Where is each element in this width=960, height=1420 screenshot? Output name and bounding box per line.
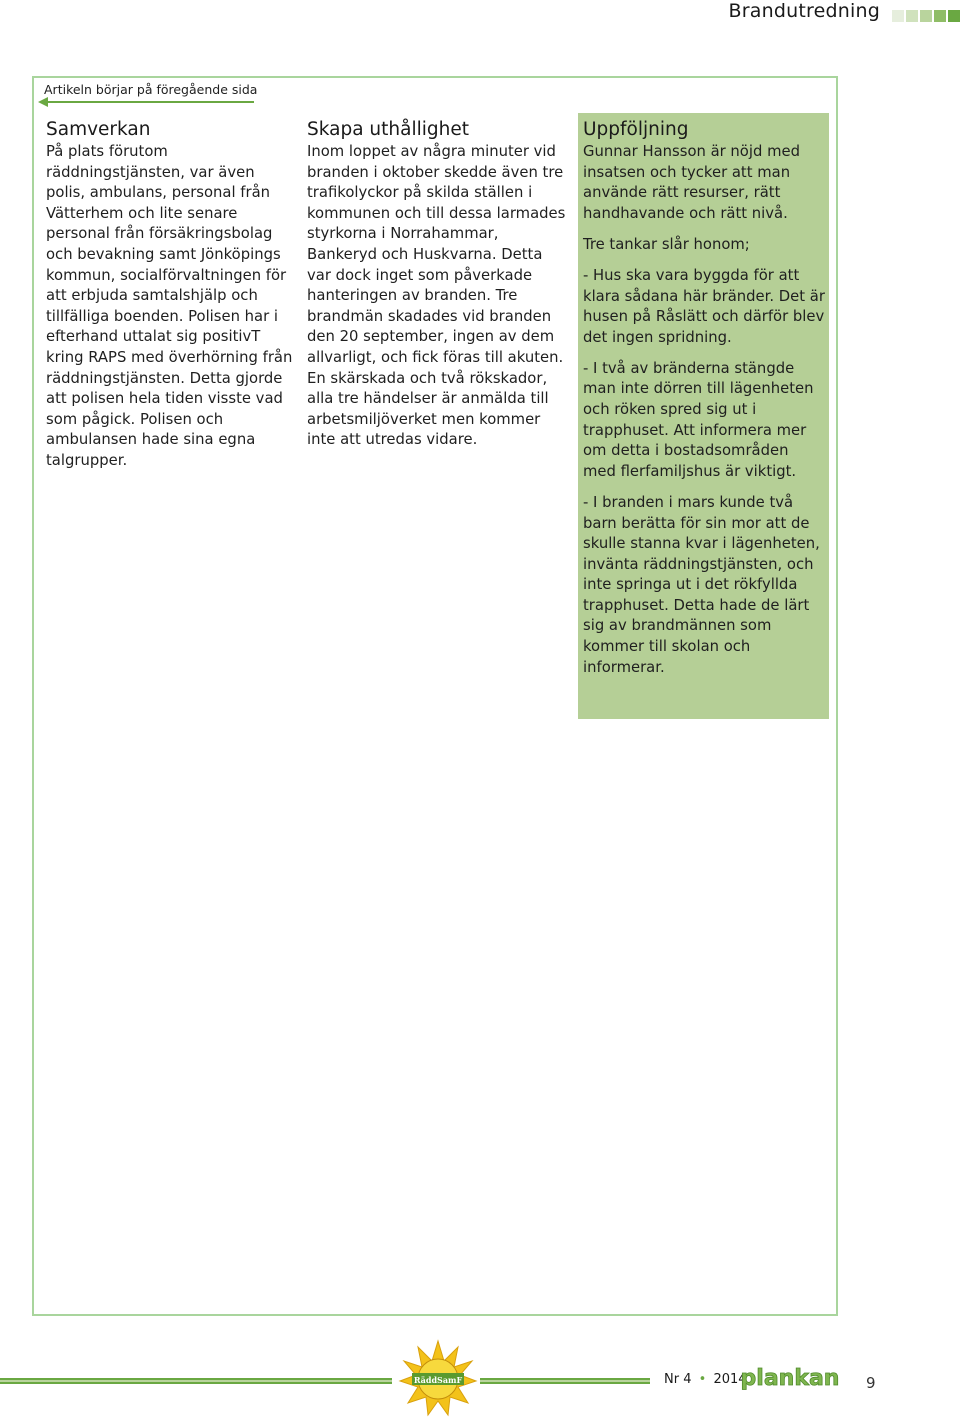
paragraph: - I två av bränderna stängde man inte dörren till lägenheten och röken spred sig ut i trapphuset. Att informera mer om detta i bostadsområden med flerfamiljshus är viktigt. <box>583 359 814 480</box>
section-title: Brandutredning <box>728 0 880 22</box>
raddsamf-logo-icon <box>398 1340 478 1418</box>
page-number: 9 <box>866 1374 876 1392</box>
header-square <box>934 10 946 22</box>
heading-samverkan: Samverkan <box>46 119 151 140</box>
column-skapa-uthallighet <box>307 118 569 451</box>
heading-uppfoljning: Uppföljning <box>583 119 689 140</box>
issue-info <box>664 1372 747 1387</box>
continued-note: Artikeln börjar på föregående sida <box>44 82 258 97</box>
svg-text:RäddSamF: RäddSamF <box>413 1375 463 1385</box>
paragraph: - Hus ska vara byggda för att klara sådana här bränder. Det är husen på Råslätt och därför blev det ingen spridning. <box>583 266 825 346</box>
header-square <box>892 10 904 22</box>
paragraph: Gunnar Hansson är nöjd med insatsen och tycker att man använde rätt resurser, rätt handhavande och rätt nivå. <box>583 143 800 222</box>
issue-year: 2014 <box>713 1372 747 1387</box>
column-samverkan <box>46 118 296 472</box>
paragraph: Inom loppet av några minuter vid branden i oktober skedde även tre trafikolyckor på skilda ställen i kommunen och till dessa larmades styrkorna i Norrahammar, Bankeryd och Huskvarna. Detta var dock inget som påverkade hanteringen av branden. Tre brandmän skadades vid branden den 20 september, ingen av dem allvarligt, och fick föras till akuten. En skärskada och två rökskador, alla tre händelser är anmälda till arbetsmiljöverket men kommer inte att utredas vidare. <box>307 143 566 449</box>
issue-label: Nr 4 <box>664 1372 692 1387</box>
header-square <box>920 10 932 22</box>
plankan-logo-icon <box>740 1362 840 1392</box>
header-decoration <box>892 10 960 22</box>
paragraph: På plats förutom räddningstjänsten, var även polis, ambulans, personal från Vätterhem och lite senare personal från försäkringsbolag och bevakning samt Jönköpings kommun, socialförvaltningen för att erbjuda samtalshjälp och tillfälliga boenden. Polisen har i efterhand uttalat sig positivT kring RAPS med överhörning från räddningstjänsten. Detta gjorde att polisen hela tiden visste vad som pågick. Polisen och ambulansen hade sina egna talgrupper. <box>46 143 293 469</box>
paragraph: - I branden i mars kunde två barn berätta för sin mor att de skulle stanna kvar i lägenheten, invänta räddningstjänsten, och inte springa ut i det rökfyllda trapphuset. Detta hade de lärt sig av brandmännen som kommer till skolan och informerar. <box>583 493 820 676</box>
heading-skapa-uthallighet: Skapa uthållighet <box>307 119 469 140</box>
paragraph: Tre tankar slår honom; <box>583 235 750 253</box>
header-square <box>906 10 918 22</box>
arrow-left-icon <box>38 96 256 108</box>
header-square <box>948 10 960 22</box>
svg-text:plankan: plankan <box>740 1366 840 1391</box>
column-uppfoljning <box>583 118 825 689</box>
issue-separator: • <box>698 1372 707 1387</box>
footer-rule-left <box>0 1375 392 1387</box>
footer-rule-mid <box>480 1375 650 1387</box>
